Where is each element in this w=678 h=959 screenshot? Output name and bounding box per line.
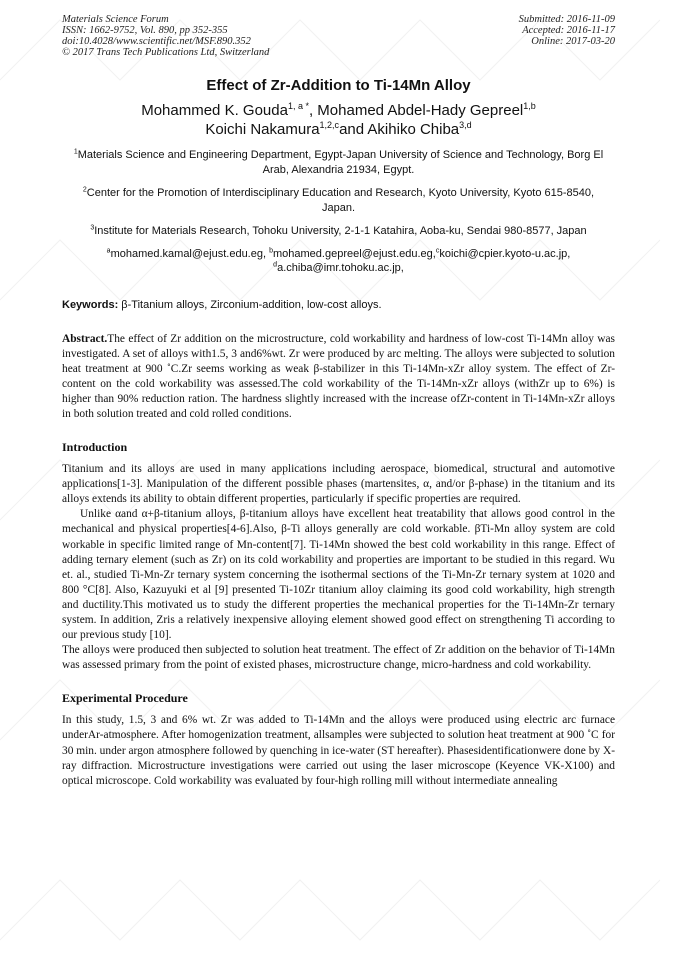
keywords-text: β-Titanium alloys, Zirconium-addition, low-cost alloys. xyxy=(118,298,382,311)
affiliation-marker: 3 xyxy=(90,224,95,232)
keywords xyxy=(62,299,615,311)
paper-page xyxy=(62,14,615,789)
publication-dates xyxy=(519,14,615,58)
email-marker: a xyxy=(106,246,111,254)
journal-info xyxy=(62,14,269,58)
section-heading-experimental: Experimental Procedure xyxy=(62,691,188,706)
author-name: Koichi Nakamura xyxy=(205,121,320,138)
email-link[interactable]: koichi@cpier.kyoto-u.ac.jp, xyxy=(439,247,571,260)
abstract xyxy=(62,332,615,423)
affiliation-text: Center for the Promotion of Interdisciplinary Education and Research, Kyoto University, Kyoto 615-8540, Japan. xyxy=(86,187,595,214)
email-link[interactable]: mohamed.kamal@ejust.edu.eg, xyxy=(110,247,270,260)
author-affiliation-marker: 1,2,c xyxy=(319,120,340,130)
author-affiliation-marker: 3,d xyxy=(459,120,472,130)
paper-title: Effect of Zr-Addition to Ti-14Mn Alloy xyxy=(206,77,471,94)
affiliation-3 xyxy=(62,224,615,239)
affiliation-marker: 2 xyxy=(82,186,87,194)
abstract-label: Abstract. xyxy=(62,332,108,345)
author-affiliation-marker: 1,b xyxy=(523,101,536,111)
intro-paragraph-1: Titanium and its alloys are used in many applications including aerospace, biomedical, structural and automotive applications[1-3]. Manipulation of the different possible phases (martensites, α, and/or β-phase) in the titanium and its alloys extends its ability to obtain different properties, particularly if specific properties are required. xyxy=(62,463,615,506)
abstract-text: The effect of Zr addition on the microstructure, cold workability and hardness of low-cost Ti-14Mn alloy was investigated. A set of alloys with1.5, 3 and6%wt. Zr were produced by arc melting. The alloys were subjected to solution heat treatment at 900 ˚C.Zr seems working as weak β-stabilizer in this Ti-14Mn-xZr alloy system. The effect of Zr-content on the cold workability was assessed.The cold workability of the Ti-14Mn-xZr alloys (withZr up to 6%) is higher than 90% reduction ration. The hardness slightly increased with the increase ofZr-content in Ti-14Mn-xZr alloys in both solution treated and cold rolled conditions. xyxy=(62,332,615,420)
intro-paragraph-2: Unlike αand α+β-titanium alloys, β-titanium alloys have excellent heat treatability that allows good control in the mechanical and physical properties[4-6].Also, β-Ti alloys generally are cold workable. βTi-Mn alloy system are cold workable in specific limited range of Mn-content[7]. Ti-14Mn showed the best cold workability in this range. Effect of adding ternary element (such as Zr) on its cold workability and properties are important to be studied in this regard. Wu et. al., studied Ti-Mn-Zr ternary system concerning the isothermal sections of the Ti-Mn-Zr ternary system at 1020 and 800 °C[8]. Also, Kazuyuki et al [9] presented Ti-10Zr titanium alloy claiming its good cold workability, high strength and ductility.This motivated us to study the different properties the mechanical properties for the Ti-14Mn-Zr ternary system. In addition, Zris a relatively inexpensive alloying element showed good effect on strengthening Ti according to our previous study [10]. xyxy=(62,508,615,642)
experimental-paragraph-1: In this study, 1.5, 3 and 6% wt. Zr was added to Ti-14Mn and the alloys were produced using electric arc furnace underAr-atmosphere. After homogenization treatment, allsamples were subjected to solution heat treatment at 900 ˚C for 30 min. under argon atmosphere followed by quenching in ice-water (ST hereafter). Phasesidentificationwere done by X-ray diffraction. Microstructure investigations were carried out using the laser microscope (Keyence VK-X100) and optical microscope. Cold workability was evaluated by four-high rolling mill without intermediate annealing xyxy=(62,714,615,787)
journal-copyright: © 2017 Trans Tech Publications Ltd, Switzerland xyxy=(62,47,270,58)
journal-issn: ISSN: 1662-9752, Vol. 890, pp 352-355 xyxy=(62,25,228,36)
section-heading-introduction: Introduction xyxy=(62,440,128,455)
email-link[interactable]: mohamed.gepreel@ejust.edu.eg, xyxy=(273,247,436,260)
author-affiliation-marker: 1, a * xyxy=(287,101,309,111)
author-name: Mohammed K. Gouda xyxy=(141,102,288,119)
journal-header xyxy=(62,14,615,58)
keywords-label: Keywords: xyxy=(62,298,119,311)
date-submitted: Submitted: 2016-11-09 xyxy=(518,14,615,25)
date-online: Online: 2017-03-20 xyxy=(531,36,615,47)
email-link[interactable]: a.chiba@imr.tohoku.ac.jp, xyxy=(277,262,404,274)
journal-name: Materials Science Forum xyxy=(62,14,169,25)
intro-paragraph-3: The alloys were produced then subjected to solution heat treatment. The effect of Zr addition on the behavior of Ti-14Mn was assessed primary from the point of existed phases, microstructure change, micro-hardness and cold workability. xyxy=(62,644,615,672)
author-name: , Mohamed Abdel-Hady Gepreel xyxy=(308,102,524,119)
affiliation-1 xyxy=(62,148,615,177)
email-marker: d xyxy=(273,261,278,269)
email-marker: c xyxy=(435,246,440,254)
date-accepted: Accepted: 2016-11-17 xyxy=(522,25,615,36)
journal-doi[interactable]: doi:10.4028/www.scientific.net/MSF.890.352 xyxy=(62,36,251,47)
author-emails xyxy=(62,247,615,276)
affiliation-text: Materials Science and Engineering Department, Egypt-Japan University of Science and Technology, Borg El Arab, Alexandria 21934, Egypt. xyxy=(77,149,604,176)
affiliation-text: Institute for Materials Research, Tohoku University, 2-1-1 Katahira, Aoba-ku, Sendai 980-8577, Japan xyxy=(94,225,587,237)
author-name: and Akihiko Chiba xyxy=(339,121,460,138)
affiliation-marker: 1 xyxy=(73,148,78,156)
affiliation-2 xyxy=(62,186,615,215)
email-marker: b xyxy=(269,246,273,254)
author-list xyxy=(62,101,615,139)
